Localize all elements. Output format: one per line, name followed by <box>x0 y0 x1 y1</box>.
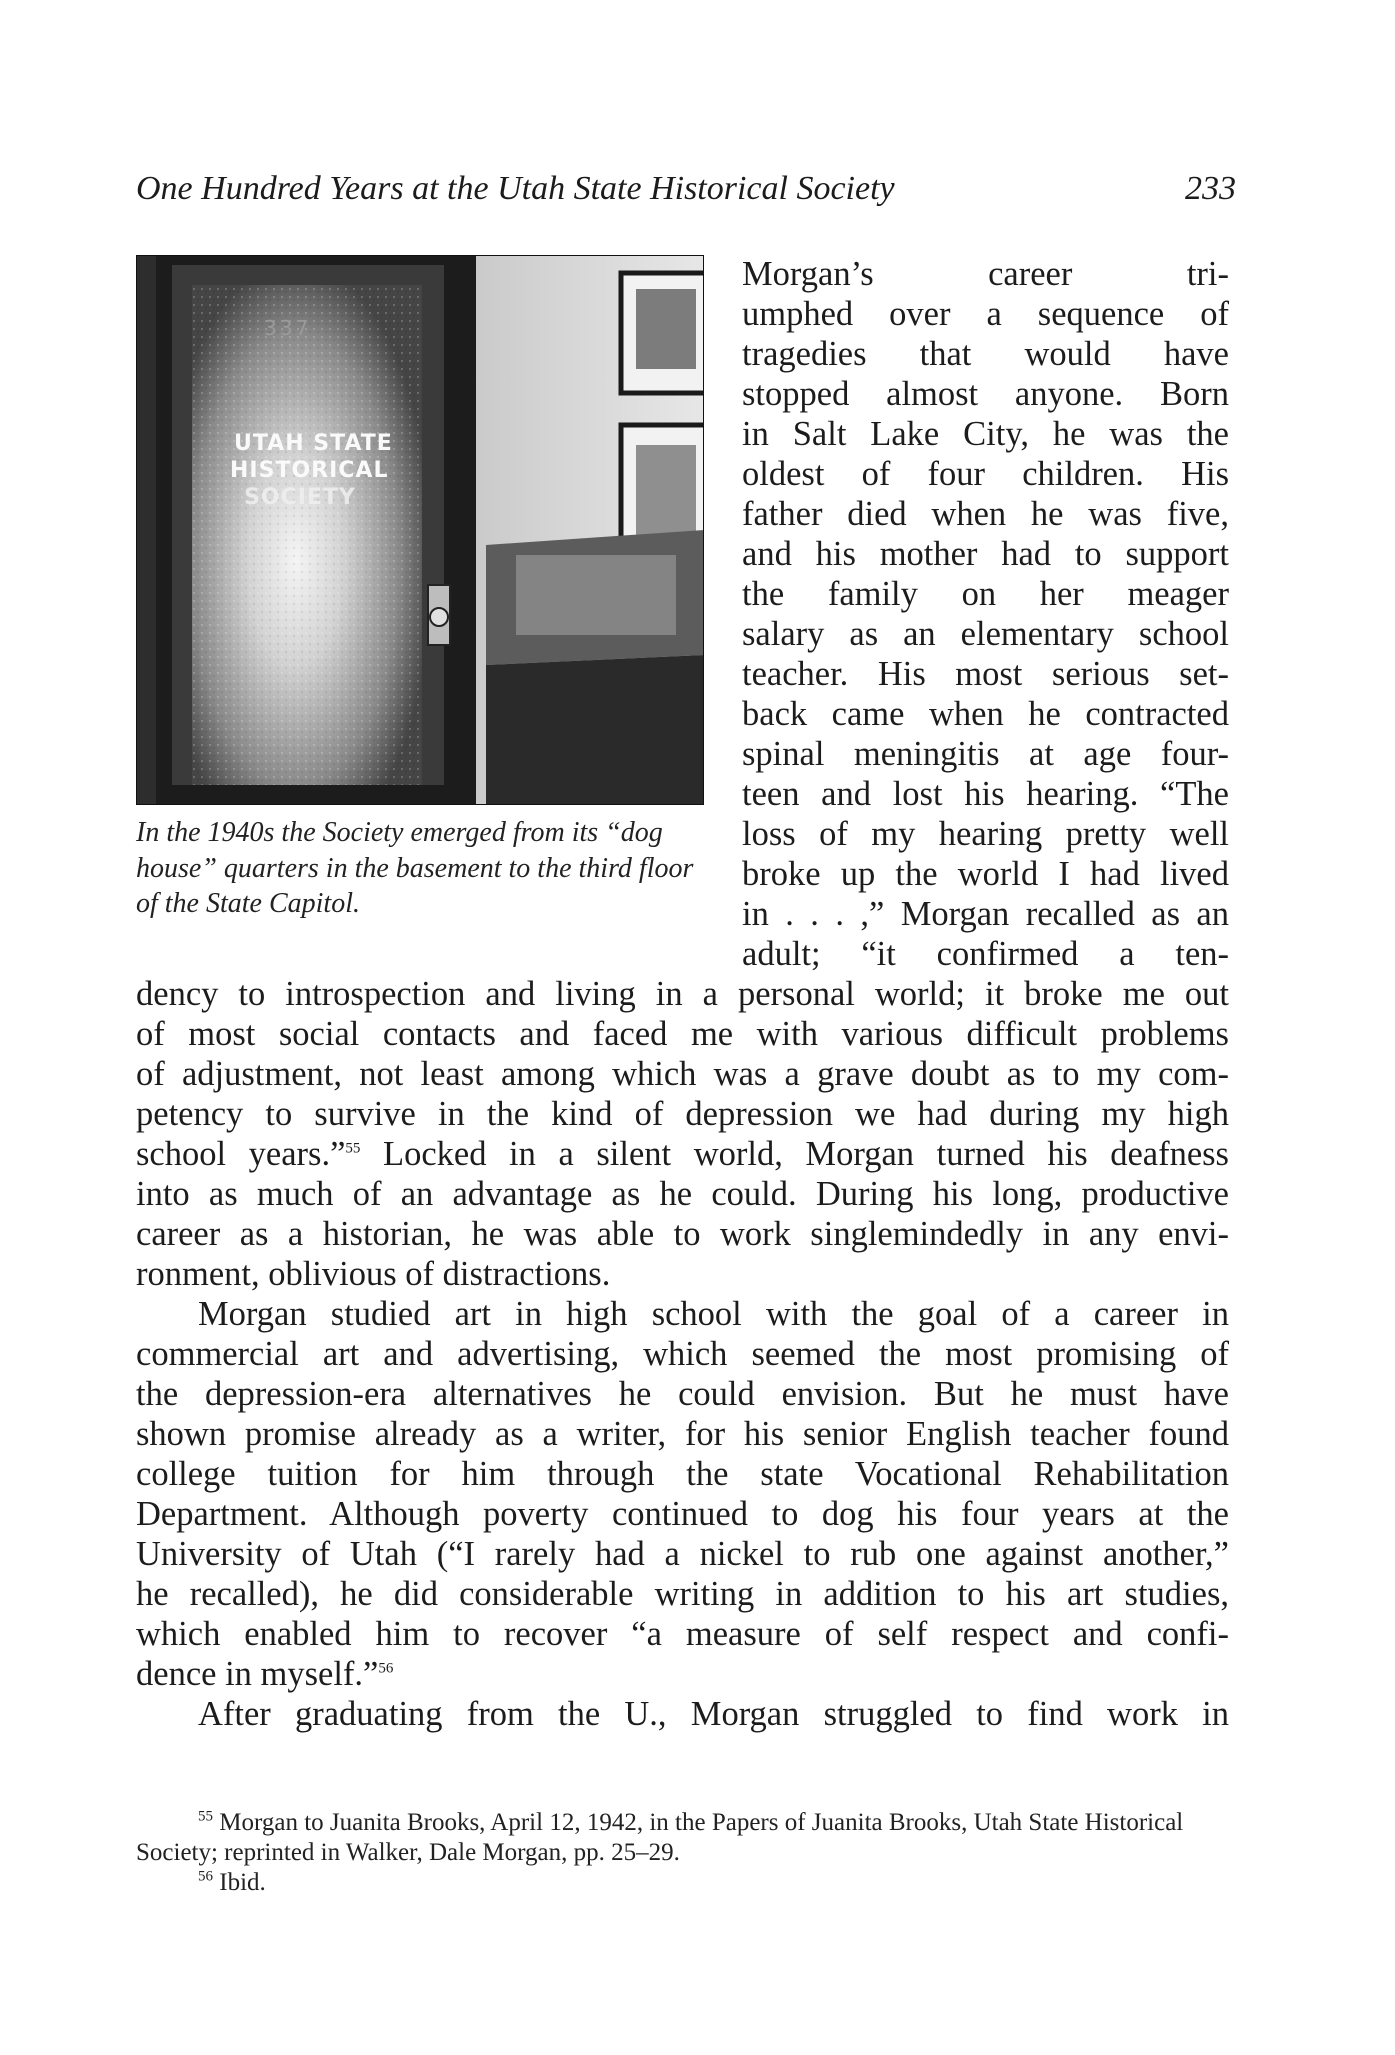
body-line: After graduating from the U., Morgan struggled to find work in <box>198 1695 1229 1733</box>
caption-line: of the State Capitol. <box>136 888 360 920</box>
body-line: salary as an elementary school <box>742 615 1229 653</box>
body-line: career as a historian, he was able to work singlemindedly in any envi- <box>136 1215 1229 1253</box>
photo-society-door <box>136 255 704 805</box>
body-line: the family on her meager <box>742 575 1229 613</box>
body-line: which enabled him to recover “a measure of self respect and confi- <box>136 1615 1229 1653</box>
page-number: 233 <box>1185 170 1236 207</box>
body-line: University of Utah (“I rarely had a nickel to rub one against another,” <box>136 1535 1229 1573</box>
body-line: commercial art and advertising, which seemed the most promising of <box>136 1335 1229 1373</box>
body-line: Morgan’s career tri- <box>742 255 1229 293</box>
body-line: teacher. His most serious set- <box>742 655 1229 693</box>
footnote-55-line-1: $^{55}$ Morgan to Juanita Brooks, April 12, 1942, in the Papers of Juanita Brooks, Utah State Historical <box>198 1808 1184 1836</box>
body-line: in . . . ,” Morgan recalled as an <box>742 895 1229 933</box>
body-line: ronment, oblivious of distractions. <box>136 1255 611 1293</box>
body-text: dence in myself.” <box>136 1655 379 1693</box>
footnote-ref-56[interactable]: 56 <box>378 1660 394 1677</box>
body-line: oldest of four children. His <box>742 455 1229 493</box>
body-line: college tuition for him through the state Vocational Rehabilitation <box>136 1455 1229 1493</box>
running-title: One Hundred Years at the Utah State Historical Society <box>136 170 895 207</box>
body-line: tragedies that would have <box>742 335 1229 373</box>
footnote-number: 56 <box>198 1868 213 1885</box>
body-line: of adjustment, not least among which was a grave doubt as to my com- <box>136 1055 1229 1093</box>
body-line: teen and lost his hearing. “The <box>742 775 1229 813</box>
body-text: school years.” <box>136 1135 346 1173</box>
body-line: petency to survive in the kind of depression we had during my high <box>136 1095 1229 1133</box>
body-line: and his mother had to support <box>742 535 1229 573</box>
body-line: broke up the world I had lived <box>742 855 1229 893</box>
body-line: Department. Although poverty continued to dog his four years at the <box>136 1495 1229 1533</box>
caption-line: house” quarters in the basement to the third floor <box>136 852 694 884</box>
door-sign-line-1: UTAH STATE <box>234 431 393 456</box>
body-line: Morgan studied art in high school with the goal of a career in <box>198 1295 1229 1333</box>
footnote-55-line-2: Society; reprinted in Walker, Dale Morgan, pp. 25–29. <box>136 1839 680 1866</box>
figure-caption <box>136 815 696 922</box>
body-line: into as much of an advantage as he could. During his long, productive <box>136 1175 1229 1213</box>
body-line: adult; “it confirmed a ten- <box>742 935 1229 973</box>
body-line: shown promise already as a writer, for his senior English teacher found <box>136 1415 1229 1453</box>
body-line: dency to introspection and living in a personal world; it broke me out <box>136 975 1229 1013</box>
body-line: loss of my hearing pretty well <box>742 815 1229 853</box>
footnote-number: 55 <box>198 1808 213 1825</box>
photo-illustration <box>136 255 704 805</box>
body-line: spinal meningitis at age four- <box>742 735 1229 773</box>
door-sign-line-2: HISTORICAL <box>230 458 389 483</box>
door-number: 337 <box>264 316 312 340</box>
body-line: umphed over a sequence of <box>742 295 1229 333</box>
running-header <box>136 170 1236 214</box>
caption-line: In the 1940s the Society emerged from its “dog <box>136 817 663 848</box>
body-line: in Salt Lake City, he was the <box>742 415 1229 453</box>
body-line-with-note-55 <box>136 1134 1229 1174</box>
body-line: stopped almost anyone. Born <box>742 375 1229 413</box>
footnote-ref-55[interactable]: 55 <box>345 1140 361 1157</box>
door-sign-line-3: SOCIETY <box>244 485 356 510</box>
body-line: back came when he contracted <box>742 695 1229 733</box>
body-line: father died when he was five, <box>742 495 1229 533</box>
body-line-with-note-56 <box>136 1654 1229 1694</box>
footnote-56: $^{56}$ Ibid. <box>198 1868 266 1896</box>
body-line: the depression-era alternatives he could envision. But he must have <box>136 1375 1229 1413</box>
body-line: of most social contacts and faced me with various difficult problems <box>136 1015 1229 1053</box>
body-line: he recalled), he did considerable writing in addition to his art studies, <box>136 1575 1229 1613</box>
body-text: Locked in a silent world, Morgan turned his deafness <box>360 1135 1229 1173</box>
